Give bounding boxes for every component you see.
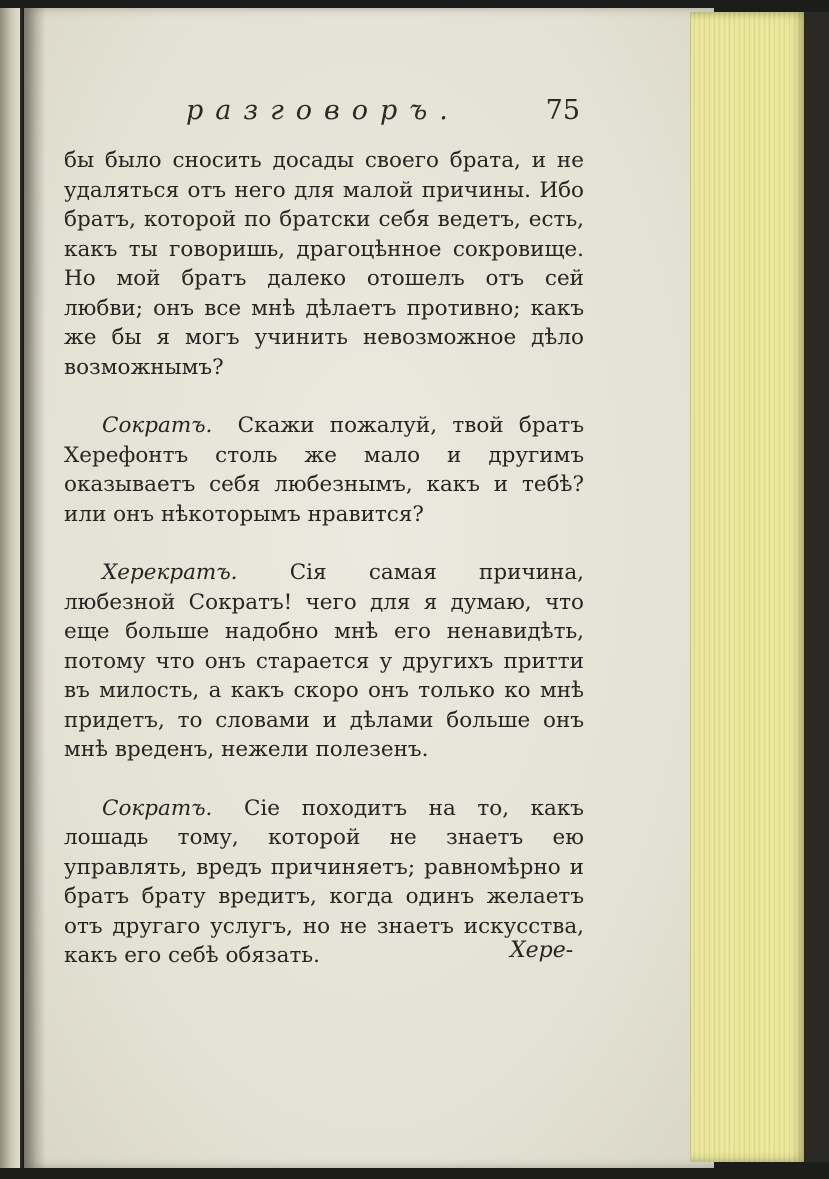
speaker-name: Сократъ.	[102, 413, 213, 438]
speaker-name: Сократъ.	[102, 795, 213, 821]
page-header	[180, 95, 580, 135]
paragraph-text: бы было сносить досады своего брата, и не удаляться отъ него для малой причины. Ибо братъ, которой по братски себя ведетъ, есть, какъ ты говоришь, драгоцѣнное сокровище. Но мой братъ далеко отошелъ отъ сей любви; онъ все мнѣ дѣлаетъ противно; какъ же бы я могъ учинить невозможное дѣло возможнымъ?	[64, 148, 584, 380]
paragraph-text: Сія самая причина, любезной Сократъ! чего для я думаю, что еще больше надобно мнѣ его ненавидѣть, потому что онъ старается у другихъ притти въ милость, а какъ скоро онъ только ко мнѣ придетъ, то словами и дѣлами больше онъ мнѣ вреденъ, нежели полезенъ.	[64, 560, 584, 762]
page-number: 75	[545, 95, 580, 126]
running-title: разговоръ.	[186, 95, 460, 126]
gutter-shadow	[24, 8, 46, 1168]
paragraph	[64, 558, 584, 765]
paragraph	[64, 146, 584, 382]
paragraph	[64, 794, 584, 971]
catchword: Херe-	[510, 938, 574, 963]
paragraph	[64, 411, 584, 529]
body-text	[64, 146, 584, 1000]
speaker-name: Херекратъ.	[102, 560, 238, 585]
paragraph-text: Сіе походитъ на то, какъ лошадь тому, которой не знаетъ ею управлять, вредъ причиняетъ; равномѣрно и братъ брату вредитъ, когда одинъ желаетъ отъ другаго услугъ, но не знаетъ искусства, какъ его себѣ обязать.	[64, 795, 584, 968]
previous-page-edge	[0, 8, 22, 1168]
page-block-edges	[690, 12, 809, 1162]
paragraph-text: Скажи пожалуй, твой братъ Херефонтъ столь же мало и другимъ оказываетъ себя любезнымъ, какъ и тебѣ? или онъ нѣкоторымъ нравится?	[64, 413, 584, 527]
book-cover-edge	[804, 12, 829, 1162]
